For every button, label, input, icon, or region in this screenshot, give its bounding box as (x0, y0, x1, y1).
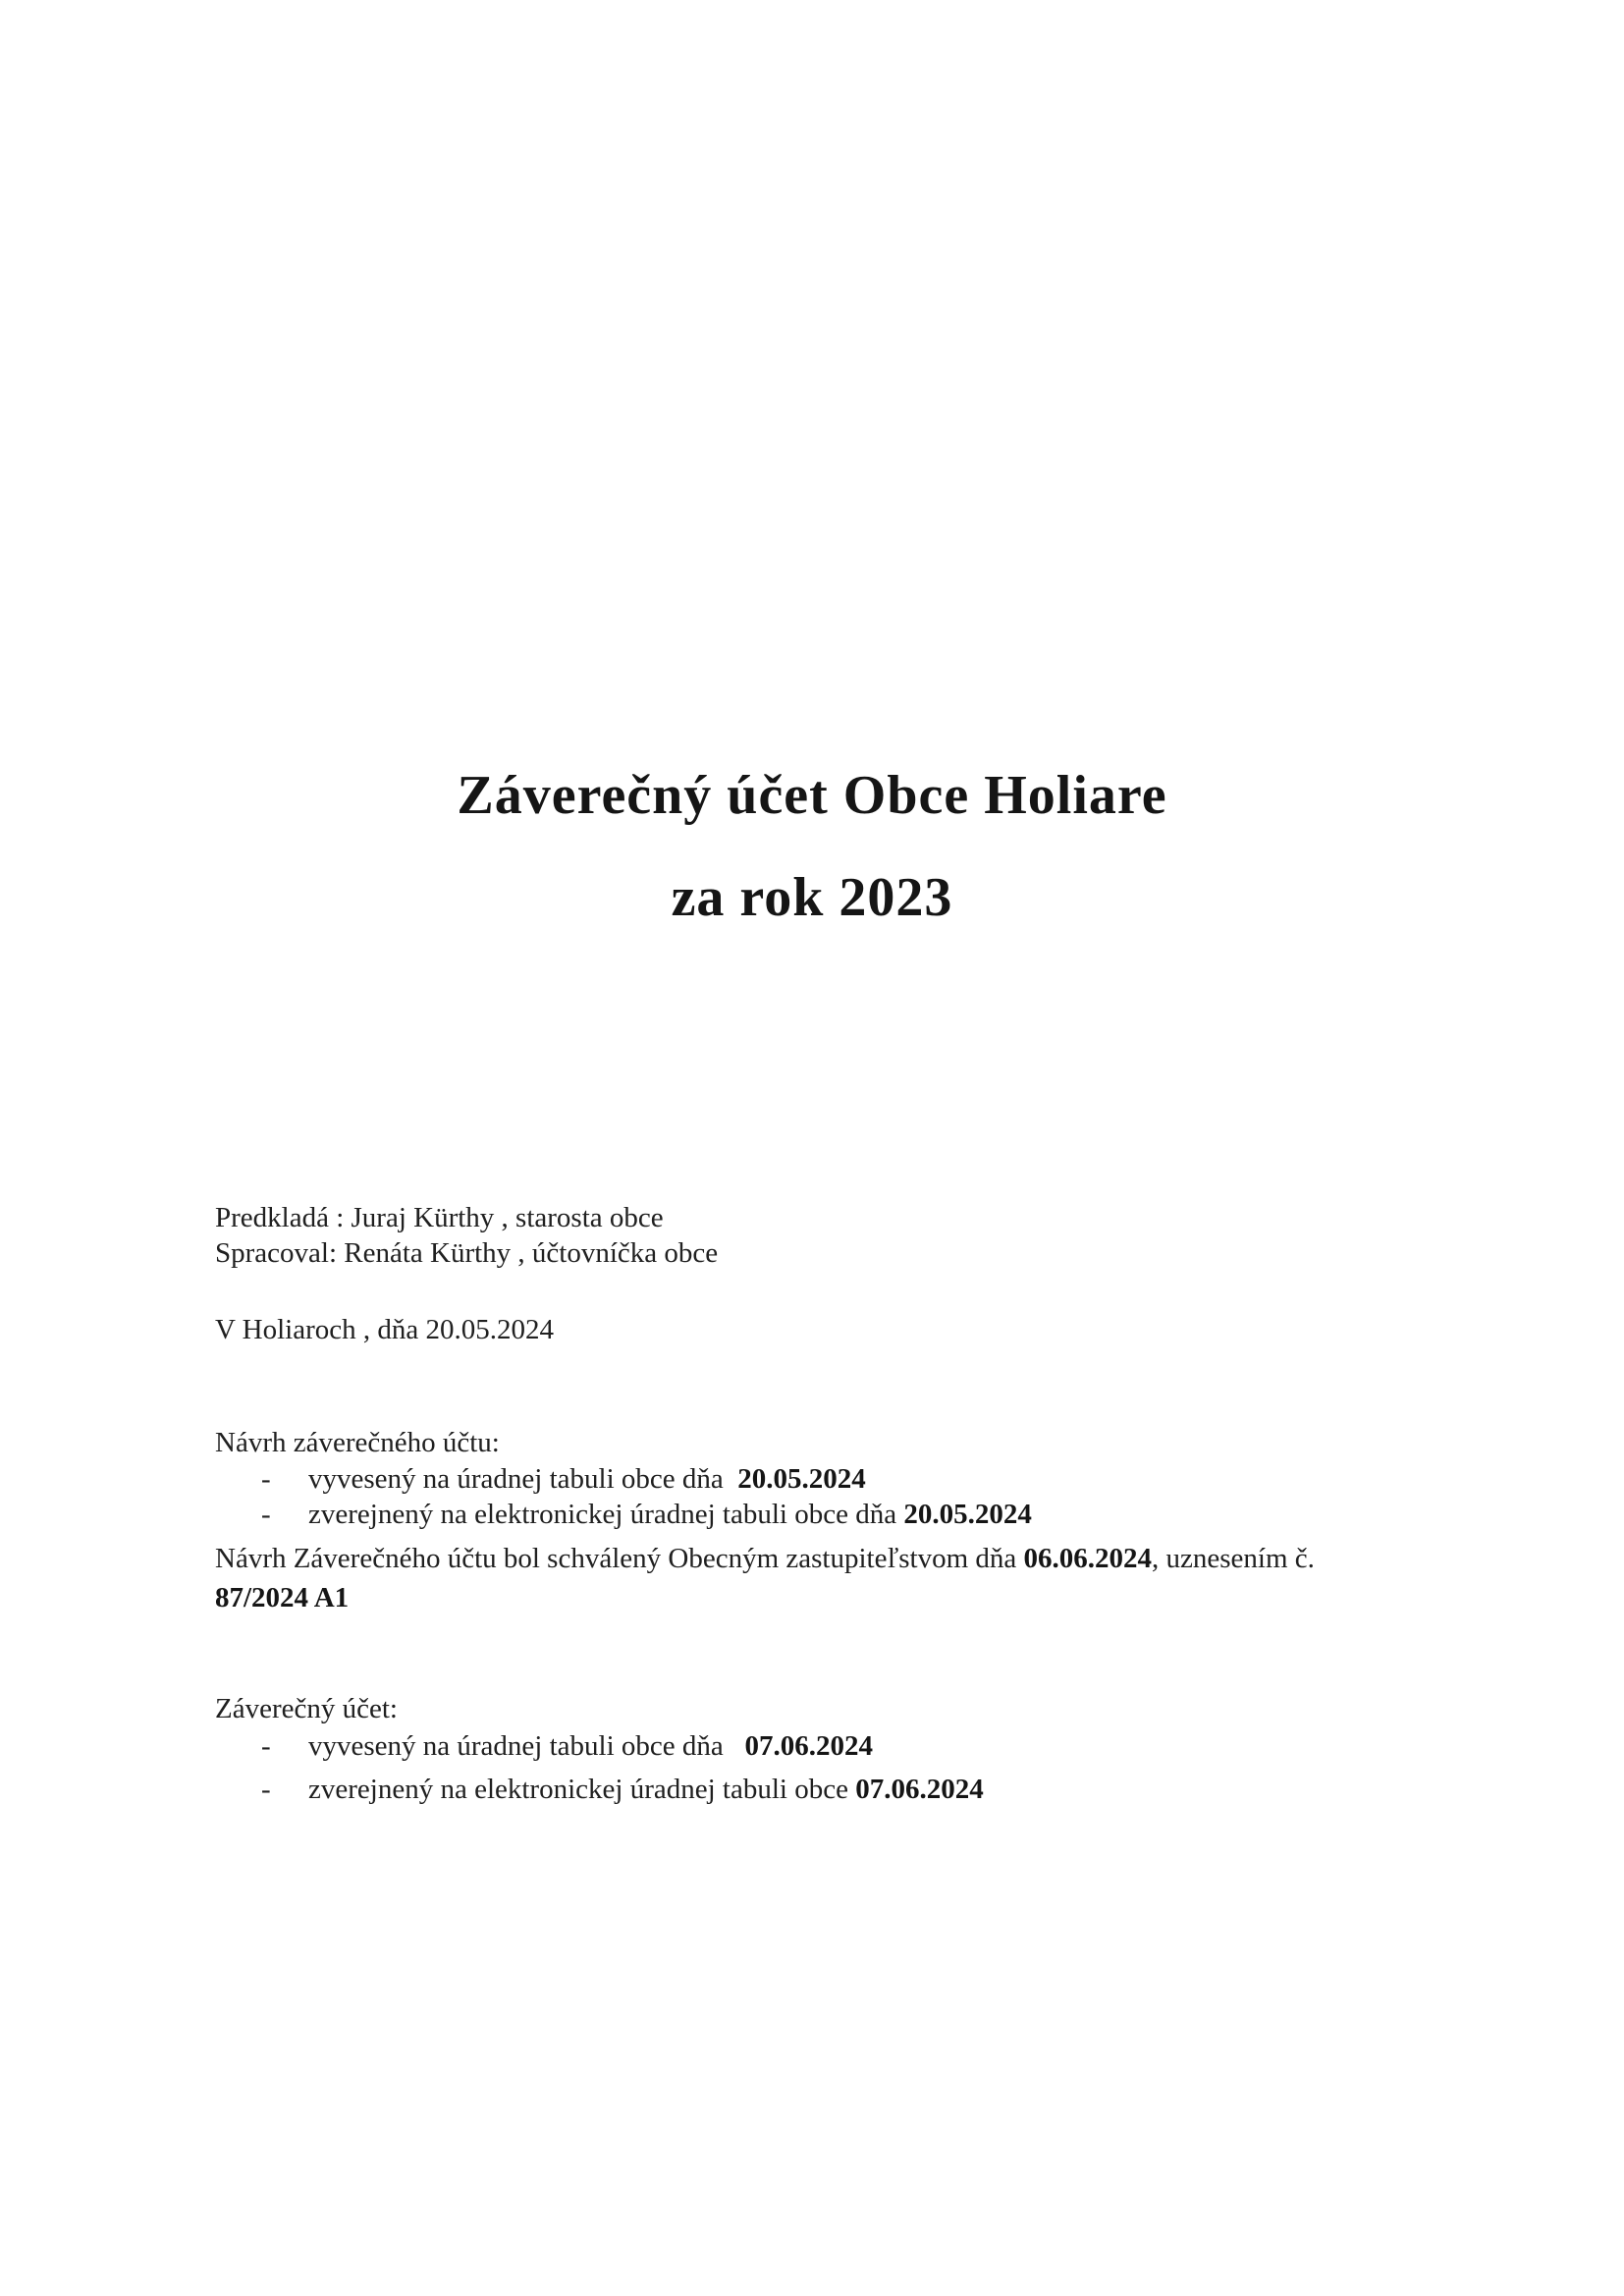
draft-item-posted-date: 20.05.2024 (737, 1463, 866, 1495)
final-item-posted-date: 07.06.2024 (744, 1730, 874, 1762)
submitted-by-line: Predkladá : Juraj Kürthy , starosta obce (215, 1202, 664, 1233)
final-item-published (308, 1772, 984, 1807)
draft-item-published (308, 1497, 1032, 1532)
draft-item-posted (308, 1461, 866, 1497)
list-bullet: - (261, 1463, 271, 1495)
draft-item-posted-text: vyvesený na úradnej tabuli obce dňa (308, 1463, 724, 1495)
final-item-published-text: zverejnený na elektronickej úradnej tabuli obce (308, 1774, 848, 1805)
list-bullet: - (261, 1730, 271, 1762)
final-item-posted (308, 1728, 873, 1764)
document-subtitle-year: za rok 2023 (671, 867, 953, 928)
approval-line (215, 1541, 1315, 1576)
approval-text: Návrh Záverečného účtu bol schválený Obecným zastupiteľstvom dňa (215, 1543, 1017, 1574)
resolution-number: 87/2024 A1 (215, 1582, 350, 1613)
approval-date: 06.06.2024 (1023, 1543, 1153, 1574)
final-heading: Záverečný účet: (215, 1693, 398, 1724)
draft-item-published-date: 20.05.2024 (903, 1499, 1032, 1530)
final-item-posted-text: vyvesený na úradnej tabuli obce dňa (308, 1730, 724, 1762)
document-title: Záverečný účet Obce Holiare (457, 765, 1167, 826)
list-bullet: - (261, 1774, 271, 1805)
draft-item-published-text: zverejnený na elektronickej úradnej tabuli obce dňa (308, 1499, 897, 1530)
draft-heading: Návrh záverečného účtu: (215, 1427, 500, 1458)
prepared-by-line: Spracoval: Renáta Kürthy , účtovníčka obce (215, 1237, 719, 1269)
final-item-published-date: 07.06.2024 (855, 1774, 984, 1805)
place-date-line: V Holiaroch , dňa 20.05.2024 (215, 1314, 554, 1345)
approval-suffix: , uznesením č. (1152, 1543, 1315, 1574)
list-bullet: - (261, 1499, 271, 1530)
